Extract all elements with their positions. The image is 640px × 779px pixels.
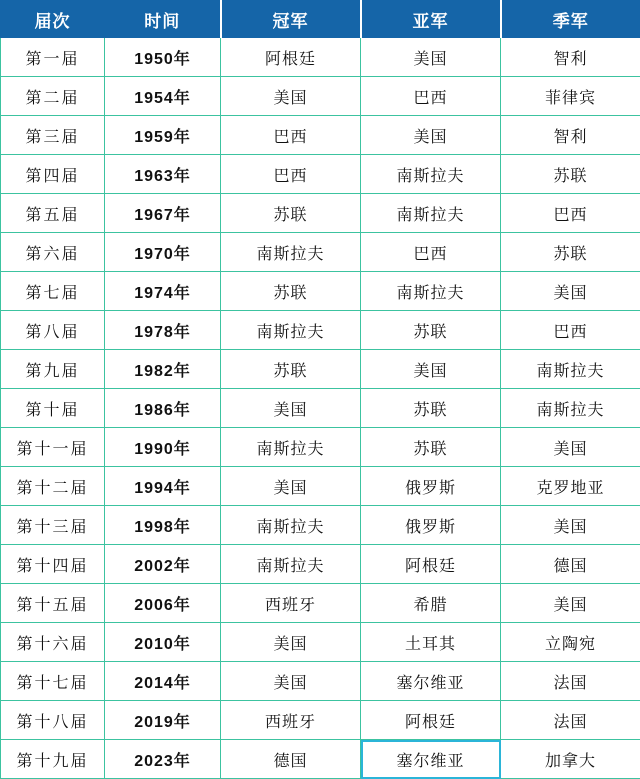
cell-runner-up: 土耳其 <box>361 623 501 662</box>
cell-year: 1974年 <box>105 272 221 311</box>
cell-runner-up: 美国 <box>361 350 501 389</box>
cell-champion: 南斯拉夫 <box>221 233 361 272</box>
cell-third-place: 苏联 <box>501 155 640 194</box>
table-row <box>1 701 640 740</box>
cell-third-place: 巴西 <box>501 194 640 233</box>
cell-champion: 南斯拉夫 <box>221 506 361 545</box>
table-row <box>1 506 640 545</box>
cell-year: 1950年 <box>105 38 221 77</box>
cell-champion: 美国 <box>221 467 361 506</box>
table-row <box>1 545 640 584</box>
cell-year: 1970年 <box>105 233 221 272</box>
cell-year: 1982年 <box>105 350 221 389</box>
cell-champion: 西班牙 <box>221 584 361 623</box>
cell-round: 第十六届 <box>1 623 105 662</box>
cell-round: 第三届 <box>1 116 105 155</box>
cell-runner-up: 美国 <box>361 38 501 77</box>
cell-champion: 美国 <box>221 623 361 662</box>
cell-runner-up: 俄罗斯 <box>361 467 501 506</box>
column-header-champion: 冠军 <box>221 1 361 38</box>
cell-year: 2023年 <box>105 740 221 779</box>
cell-round: 第十五届 <box>1 584 105 623</box>
table-row <box>1 272 640 311</box>
cell-runner-up: 塞尔维亚 <box>361 740 501 779</box>
cell-champion: 苏联 <box>221 350 361 389</box>
cell-runner-up: 南斯拉夫 <box>361 272 501 311</box>
cell-champion: 德国 <box>221 740 361 779</box>
cell-champion: 巴西 <box>221 116 361 155</box>
table-body <box>1 38 640 779</box>
cell-runner-up: 阿根廷 <box>361 701 501 740</box>
cell-champion: 美国 <box>221 662 361 701</box>
cell-round: 第二届 <box>1 77 105 116</box>
cell-round: 第四届 <box>1 155 105 194</box>
cell-round: 第八届 <box>1 311 105 350</box>
cell-round: 第十一届 <box>1 428 105 467</box>
cell-champion: 南斯拉夫 <box>221 428 361 467</box>
cell-runner-up: 俄罗斯 <box>361 506 501 545</box>
cell-third-place: 美国 <box>501 428 640 467</box>
table-row <box>1 467 640 506</box>
cell-year: 2002年 <box>105 545 221 584</box>
cell-third-place: 美国 <box>501 584 640 623</box>
cell-year: 2010年 <box>105 623 221 662</box>
cell-runner-up: 巴西 <box>361 233 501 272</box>
cell-champion: 美国 <box>221 389 361 428</box>
cell-year: 1990年 <box>105 428 221 467</box>
cell-round: 第十三届 <box>1 506 105 545</box>
cell-year: 2014年 <box>105 662 221 701</box>
cell-champion: 苏联 <box>221 272 361 311</box>
cell-third-place: 巴西 <box>501 311 640 350</box>
column-header-year: 时间 <box>105 1 221 38</box>
cell-year: 2006年 <box>105 584 221 623</box>
table-row <box>1 77 640 116</box>
cell-third-place: 苏联 <box>501 233 640 272</box>
cell-runner-up: 苏联 <box>361 311 501 350</box>
cell-runner-up: 美国 <box>361 116 501 155</box>
cell-round: 第十七届 <box>1 662 105 701</box>
table-row <box>1 233 640 272</box>
column-header-round: 届次 <box>1 1 105 38</box>
cell-year: 1963年 <box>105 155 221 194</box>
cell-year: 1998年 <box>105 506 221 545</box>
cell-round: 第十届 <box>1 389 105 428</box>
cell-third-place: 智利 <box>501 38 640 77</box>
cell-runner-up: 南斯拉夫 <box>361 194 501 233</box>
table-row <box>1 116 640 155</box>
cell-round: 第十八届 <box>1 701 105 740</box>
cell-champion: 西班牙 <box>221 701 361 740</box>
table-row <box>1 662 640 701</box>
table-header <box>1 1 640 38</box>
cell-round: 第一届 <box>1 38 105 77</box>
cell-runner-up: 苏联 <box>361 389 501 428</box>
cell-round: 第十二届 <box>1 467 105 506</box>
table-row <box>1 155 640 194</box>
cell-third-place: 法国 <box>501 662 640 701</box>
cell-runner-up: 阿根廷 <box>361 545 501 584</box>
cell-third-place: 南斯拉夫 <box>501 350 640 389</box>
cell-third-place: 菲律宾 <box>501 77 640 116</box>
cell-runner-up: 塞尔维亚 <box>361 662 501 701</box>
cell-runner-up: 南斯拉夫 <box>361 155 501 194</box>
cell-third-place: 美国 <box>501 272 640 311</box>
cell-third-place: 法国 <box>501 701 640 740</box>
cell-round: 第六届 <box>1 233 105 272</box>
cell-year: 1994年 <box>105 467 221 506</box>
cell-champion: 南斯拉夫 <box>221 311 361 350</box>
cell-round: 第七届 <box>1 272 105 311</box>
cell-year: 2019年 <box>105 701 221 740</box>
cell-runner-up: 巴西 <box>361 77 501 116</box>
table-row <box>1 623 640 662</box>
table-row <box>1 428 640 467</box>
cell-year: 1967年 <box>105 194 221 233</box>
table-row <box>1 194 640 233</box>
cell-year: 1978年 <box>105 311 221 350</box>
cell-champion: 南斯拉夫 <box>221 545 361 584</box>
cell-champion: 巴西 <box>221 155 361 194</box>
table-header-row <box>1 1 640 38</box>
cell-third-place: 立陶宛 <box>501 623 640 662</box>
cell-year: 1959年 <box>105 116 221 155</box>
column-header-third-place: 季军 <box>501 1 640 38</box>
cell-champion: 苏联 <box>221 194 361 233</box>
cell-third-place: 美国 <box>501 506 640 545</box>
table-row <box>1 584 640 623</box>
cell-runner-up: 苏联 <box>361 428 501 467</box>
cell-round: 第九届 <box>1 350 105 389</box>
cell-third-place: 智利 <box>501 116 640 155</box>
cell-round: 第五届 <box>1 194 105 233</box>
cell-round: 第十九届 <box>1 740 105 779</box>
table-row <box>1 350 640 389</box>
cell-year: 1986年 <box>105 389 221 428</box>
cell-third-place: 克罗地亚 <box>501 467 640 506</box>
cell-champion: 阿根廷 <box>221 38 361 77</box>
cell-third-place: 加拿大 <box>501 740 640 779</box>
cell-champion: 美国 <box>221 77 361 116</box>
cell-round: 第十四届 <box>1 545 105 584</box>
table-row <box>1 389 640 428</box>
column-header-runner-up: 亚军 <box>361 1 501 38</box>
table-row <box>1 311 640 350</box>
table-row <box>1 740 640 779</box>
cell-third-place: 德国 <box>501 545 640 584</box>
cell-runner-up: 希腊 <box>361 584 501 623</box>
cell-year: 1954年 <box>105 77 221 116</box>
table-row <box>1 38 640 77</box>
cell-third-place: 南斯拉夫 <box>501 389 640 428</box>
